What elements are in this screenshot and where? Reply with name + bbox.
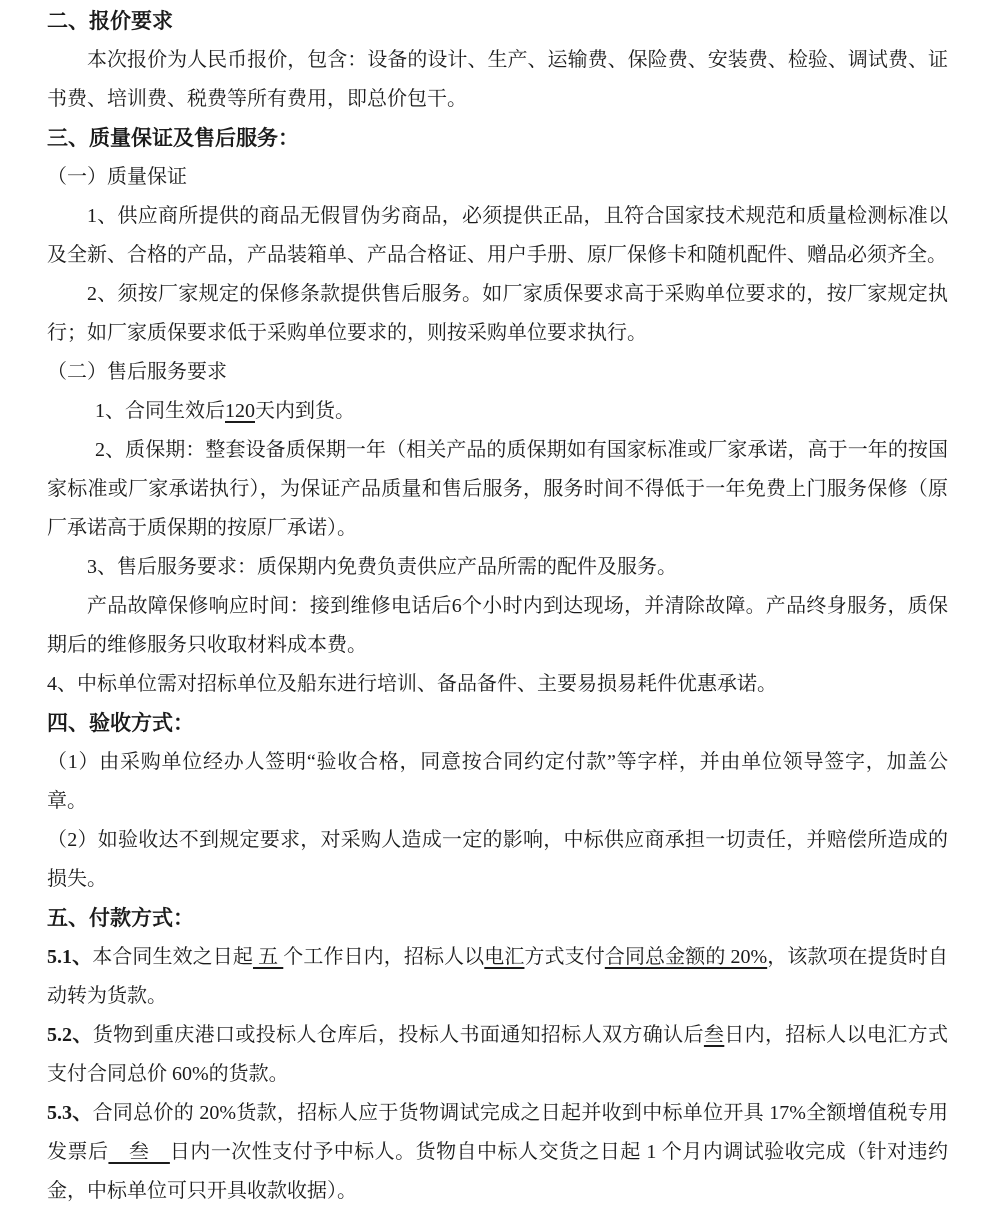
para-response-time — [47, 587, 948, 665]
para-payment-5-2 — [47, 1016, 948, 1094]
heading-section-5-payment-segment-0: 五、付款方式： — [47, 907, 194, 930]
para-acceptance-item-2-segment-0: （2）如验收达不到规定要求，对采购人造成一定的影响，中标供应商承担一切责任，并赔偿所造成的损失。 — [47, 829, 948, 890]
para-training-commitment-segment-0: 4、中标单位需对招标单位及船东进行培训、备品备件、主要易损易耗件优惠承诺。 — [47, 673, 777, 695]
para-payment-5-2-segment-0: 5.2、 — [47, 1024, 93, 1046]
para-payment-5-1-segment-7: ，该款项在提货时自动转为货款。 — [47, 946, 949, 1007]
para-acceptance-item-1-segment-0: （1）由采购单位经办人签明“验收合格，同意按合同约定付款”等字样，并由单位领导签字，加盖公章。 — [47, 751, 948, 812]
para-quality-item-1 — [47, 197, 948, 275]
para-payment-5-1-segment-0: 5.1、 — [47, 946, 93, 968]
para-acceptance-item-1 — [47, 743, 948, 821]
para-aftersales-item-2-warranty — [47, 431, 948, 548]
heading-section-4-acceptance — [47, 704, 948, 743]
heading-section-2-quotation — [47, 2, 948, 41]
para-aftersales-item-2-warranty-segment-0: 2、质保期：整套设备质保期一年（相关产品的质保期如有国家标准或厂家承诺，高于一年的按国家标准或厂家承诺执行），为保证产品质量和售后服务，服务时间不得低于一年免费上门服务保修（原厂承诺高于质保期的按原厂承诺）。 — [47, 439, 948, 539]
para-aftersales-item-3-parts — [47, 548, 948, 587]
para-payment-5-1 — [47, 938, 948, 1016]
para-payment-5-2-segment-2: 叁 — [703, 1024, 725, 1046]
para-subhead-aftersales-requirements — [47, 353, 948, 392]
para-payment-5-3-segment-3: 日内一次性支付予中标人。货物自中标人交货之日起 1 个月内调试验收完成（针对违约金，中标单位可只开具收款收据）。 — [47, 1141, 949, 1202]
heading-section-2-quotation-segment-0: 二、报价要求 — [47, 10, 173, 33]
para-aftersales-item-1-delivery-segment-2: 天内到货。 — [255, 400, 355, 422]
para-aftersales-item-1-delivery — [47, 392, 948, 431]
para-payment-5-3-segment-1: 合同总价的 20%货款，招标人应于货物调试完成之日起并收到中标单位开具 17%全额增值税专用发票后 — [47, 1102, 948, 1163]
heading-section-4-acceptance-segment-0: 四、验收方式： — [47, 712, 194, 735]
para-quotation-scope — [47, 41, 948, 119]
para-payment-5-1-segment-4: 电汇 — [484, 946, 525, 968]
para-payment-5-3 — [47, 1094, 948, 1211]
para-payment-5-1-segment-1: 本合同生效之日起 — [92, 946, 253, 968]
para-quotation-scope-segment-0: 本次报价为人民币报价，包含：设备的设计、生产、运输费、保险费、安装费、检验、调试费、证书费、培训费、税费等所有费用，即总价包干。 — [47, 49, 948, 110]
para-subhead-quality-assurance-segment-0: （一）质量保证 — [47, 166, 187, 188]
heading-section-3-quality — [47, 119, 948, 158]
para-aftersales-item-1-delivery-segment-1: 120 — [225, 400, 255, 422]
para-subhead-quality-assurance — [47, 158, 948, 197]
para-aftersales-item-1-delivery-segment-0: 1、合同生效后 — [95, 400, 225, 422]
para-acceptance-item-2 — [47, 821, 948, 899]
para-payment-5-1-segment-6: 合同总金额的 20% — [604, 946, 768, 968]
para-quality-item-2 — [47, 275, 948, 353]
para-quality-item-1-segment-0: 1、供应商所提供的商品无假冒伪劣商品，必须提供正品，且符合国家技术规范和质量检测标准以及全新、合格的产品，产品装箱单、产品合格证、用户手册、原厂保修卡和随机配件、赠品必须齐全。 — [47, 205, 948, 266]
para-aftersales-item-3-parts-segment-0: 3、售后服务要求：质保期内免费负责供应产品所需的配件及服务。 — [87, 556, 677, 578]
para-payment-5-3-segment-2: 叁 — [108, 1141, 170, 1163]
para-payment-5-2-segment-3: 日内，招标人以电汇方式支付合同总价 60%的货款。 — [47, 1024, 949, 1085]
heading-section-5-payment — [47, 899, 948, 938]
heading-section-3-quality-segment-0: 三、质量保证及售后服务： — [47, 127, 299, 150]
para-training-commitment — [47, 665, 948, 704]
para-payment-5-1-segment-3: 个工作日内，招标人以 — [283, 946, 485, 968]
para-payment-5-1-segment-2: 五 — [252, 946, 284, 968]
para-response-time-segment-0: 产品故障保修响应时间：接到维修电话后6个小时内到达现场，并清除故障。产品终身服务，质保期后的维修服务只收取材料成本费。 — [47, 595, 948, 656]
para-payment-5-1-segment-5: 方式支付 — [524, 946, 605, 968]
para-payment-5-3-segment-0: 5.3、 — [47, 1102, 93, 1124]
para-quality-item-2-segment-0: 2、须按厂家规定的保修条款提供售后服务。如厂家质保要求高于采购单位要求的，按厂家规定执行；如厂家质保要求低于采购单位要求的，则按采购单位要求执行。 — [47, 283, 948, 344]
para-payment-5-2-segment-1: 货物到重庆港口或投标人仓库后，投标人书面通知招标人双方确认后 — [92, 1024, 704, 1046]
para-subhead-aftersales-requirements-segment-0: （二）售后服务要求 — [47, 361, 227, 383]
